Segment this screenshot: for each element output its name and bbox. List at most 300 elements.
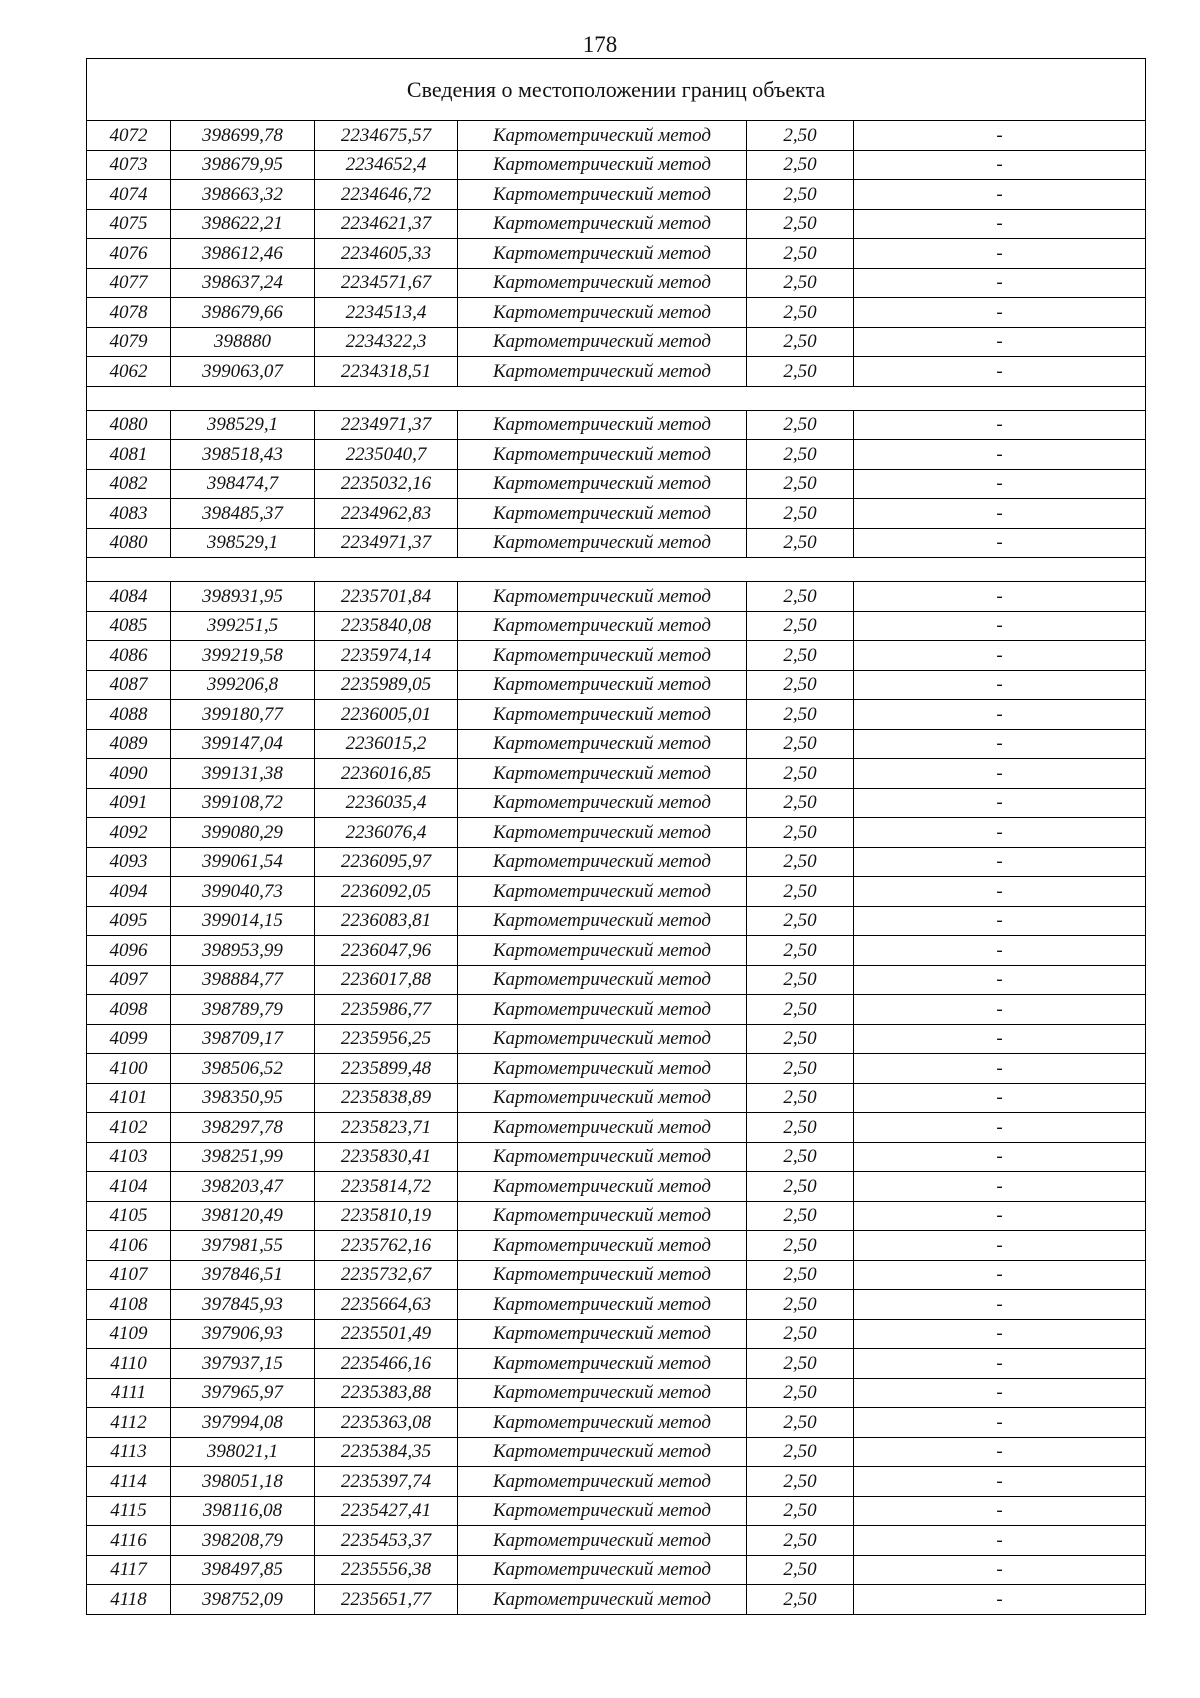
description-cell: - bbox=[854, 1526, 1146, 1556]
point-number-cell: 4093 bbox=[87, 847, 171, 877]
point-number-cell: 4084 bbox=[87, 582, 171, 612]
description-cell: - bbox=[854, 1585, 1146, 1615]
table-row bbox=[87, 1231, 1146, 1261]
y-coordinate-cell: 2236092,05 bbox=[315, 877, 458, 907]
accuracy-cell: 2,50 bbox=[747, 611, 854, 641]
y-coordinate-cell: 2235664,63 bbox=[315, 1290, 458, 1320]
accuracy-cell: 2,50 bbox=[747, 239, 854, 269]
method-cell: Картометрический метод bbox=[458, 209, 747, 239]
description-cell: - bbox=[854, 995, 1146, 1025]
method-cell: Картометрический метод bbox=[458, 877, 747, 907]
point-number-cell: 4098 bbox=[87, 995, 171, 1025]
x-coordinate-cell: 398953,99 bbox=[171, 936, 315, 966]
description-cell: - bbox=[854, 1231, 1146, 1261]
table-row bbox=[87, 965, 1146, 995]
point-number-cell: 4075 bbox=[87, 209, 171, 239]
y-coordinate-cell: 2235956,25 bbox=[315, 1024, 458, 1054]
method-cell: Картометрический метод bbox=[458, 965, 747, 995]
table-row bbox=[87, 180, 1146, 210]
table-row bbox=[87, 150, 1146, 180]
x-coordinate-cell: 398663,32 bbox=[171, 180, 315, 210]
description-cell: - bbox=[854, 670, 1146, 700]
x-coordinate-cell: 398051,18 bbox=[171, 1467, 315, 1497]
description-cell: - bbox=[854, 1349, 1146, 1379]
accuracy-cell: 2,50 bbox=[747, 1349, 854, 1379]
method-cell: Картометрический метод bbox=[458, 847, 747, 877]
description-cell: - bbox=[854, 1555, 1146, 1585]
table-row bbox=[87, 1172, 1146, 1202]
description-cell: - bbox=[854, 1378, 1146, 1408]
method-cell: Картометрический метод bbox=[458, 121, 747, 151]
y-coordinate-cell: 2236083,81 bbox=[315, 906, 458, 936]
y-coordinate-cell: 2234318,51 bbox=[315, 357, 458, 387]
description-cell: - bbox=[854, 759, 1146, 789]
table-row bbox=[87, 327, 1146, 357]
accuracy-cell: 2,50 bbox=[747, 150, 854, 180]
table-row bbox=[87, 1260, 1146, 1290]
description-cell: - bbox=[854, 729, 1146, 759]
table-row bbox=[87, 499, 1146, 529]
point-number-cell: 4080 bbox=[87, 410, 171, 440]
table-row bbox=[87, 729, 1146, 759]
accuracy-cell: 2,50 bbox=[747, 759, 854, 789]
method-cell: Картометрический метод bbox=[458, 582, 747, 612]
method-cell: Картометрический метод bbox=[458, 327, 747, 357]
x-coordinate-cell: 399014,15 bbox=[171, 906, 315, 936]
x-coordinate-cell: 398529,1 bbox=[171, 528, 315, 558]
point-number-cell: 4076 bbox=[87, 239, 171, 269]
table-row bbox=[87, 582, 1146, 612]
description-cell: - bbox=[854, 357, 1146, 387]
y-coordinate-cell: 2235989,05 bbox=[315, 670, 458, 700]
accuracy-cell: 2,50 bbox=[747, 1231, 854, 1261]
y-coordinate-cell: 2235466,16 bbox=[315, 1349, 458, 1379]
description-cell: - bbox=[854, 611, 1146, 641]
accuracy-cell: 2,50 bbox=[747, 209, 854, 239]
point-number-cell: 4109 bbox=[87, 1319, 171, 1349]
x-coordinate-cell: 398297,78 bbox=[171, 1113, 315, 1143]
point-number-cell: 4117 bbox=[87, 1555, 171, 1585]
y-coordinate-cell: 2236017,88 bbox=[315, 965, 458, 995]
description-cell: - bbox=[854, 150, 1146, 180]
table-row bbox=[87, 121, 1146, 151]
method-cell: Картометрический метод bbox=[458, 906, 747, 936]
accuracy-cell: 2,50 bbox=[747, 1142, 854, 1172]
x-coordinate-cell: 399040,73 bbox=[171, 877, 315, 907]
description-cell: - bbox=[854, 499, 1146, 529]
description-cell: - bbox=[854, 1437, 1146, 1467]
table-row bbox=[87, 410, 1146, 440]
y-coordinate-cell: 2234652,4 bbox=[315, 150, 458, 180]
table-row bbox=[87, 611, 1146, 641]
accuracy-cell: 2,50 bbox=[747, 877, 854, 907]
y-coordinate-cell: 2236015,2 bbox=[315, 729, 458, 759]
point-number-cell: 4097 bbox=[87, 965, 171, 995]
x-coordinate-cell: 398752,09 bbox=[171, 1585, 315, 1615]
page-number: 178 bbox=[582, 32, 618, 57]
y-coordinate-cell: 2234971,37 bbox=[315, 528, 458, 558]
point-number-cell: 4105 bbox=[87, 1201, 171, 1231]
y-coordinate-cell: 2236095,97 bbox=[315, 847, 458, 877]
y-coordinate-cell: 2235383,88 bbox=[315, 1378, 458, 1408]
y-coordinate-cell: 2236076,4 bbox=[315, 818, 458, 848]
description-cell: - bbox=[854, 180, 1146, 210]
y-coordinate-cell: 2235556,38 bbox=[315, 1555, 458, 1585]
table-row bbox=[87, 528, 1146, 558]
accuracy-cell: 2,50 bbox=[747, 936, 854, 966]
point-number-cell: 4092 bbox=[87, 818, 171, 848]
table-row bbox=[87, 1408, 1146, 1438]
point-number-cell: 4091 bbox=[87, 788, 171, 818]
table-row bbox=[87, 1319, 1146, 1349]
y-coordinate-cell: 2235840,08 bbox=[315, 611, 458, 641]
x-coordinate-cell: 398612,46 bbox=[171, 239, 315, 269]
description-cell: - bbox=[854, 788, 1146, 818]
point-number-cell: 4107 bbox=[87, 1260, 171, 1290]
method-cell: Картометрический метод bbox=[458, 499, 747, 529]
method-cell: Картометрический метод bbox=[458, 1585, 747, 1615]
x-coordinate-cell: 399251,5 bbox=[171, 611, 315, 641]
y-coordinate-cell: 2235032,16 bbox=[315, 469, 458, 499]
method-cell: Картометрический метод bbox=[458, 1024, 747, 1054]
table-row bbox=[87, 906, 1146, 936]
table-row bbox=[87, 268, 1146, 298]
description-cell: - bbox=[854, 1496, 1146, 1526]
y-coordinate-cell: 2235384,35 bbox=[315, 1437, 458, 1467]
method-cell: Картометрический метод bbox=[458, 1054, 747, 1084]
x-coordinate-cell: 399080,29 bbox=[171, 818, 315, 848]
description-cell: - bbox=[854, 877, 1146, 907]
table-row bbox=[87, 1201, 1146, 1231]
x-coordinate-cell: 398622,21 bbox=[171, 209, 315, 239]
method-cell: Картометрический метод bbox=[458, 440, 747, 470]
x-coordinate-cell: 398506,52 bbox=[171, 1054, 315, 1084]
method-cell: Картометрический метод bbox=[458, 1555, 747, 1585]
x-coordinate-cell: 398251,99 bbox=[171, 1142, 315, 1172]
method-cell: Картометрический метод bbox=[458, 1378, 747, 1408]
y-coordinate-cell: 2236005,01 bbox=[315, 700, 458, 730]
point-number-cell: 4104 bbox=[87, 1172, 171, 1202]
x-coordinate-cell: 398350,95 bbox=[171, 1083, 315, 1113]
table-body bbox=[87, 59, 1146, 1615]
method-cell: Картометрический метод bbox=[458, 528, 747, 558]
accuracy-cell: 2,50 bbox=[747, 1585, 854, 1615]
point-number-cell: 4115 bbox=[87, 1496, 171, 1526]
y-coordinate-cell: 2235838,89 bbox=[315, 1083, 458, 1113]
point-number-cell: 4114 bbox=[87, 1467, 171, 1497]
x-coordinate-cell: 399108,72 bbox=[171, 788, 315, 818]
y-coordinate-cell: 2235762,16 bbox=[315, 1231, 458, 1261]
method-cell: Картометрический метод bbox=[458, 936, 747, 966]
x-coordinate-cell: 399131,38 bbox=[171, 759, 315, 789]
y-coordinate-cell: 2234605,33 bbox=[315, 239, 458, 269]
accuracy-cell: 2,50 bbox=[747, 965, 854, 995]
y-coordinate-cell: 2234621,37 bbox=[315, 209, 458, 239]
x-coordinate-cell: 399147,04 bbox=[171, 729, 315, 759]
y-coordinate-cell: 2235040,7 bbox=[315, 440, 458, 470]
description-cell: - bbox=[854, 1319, 1146, 1349]
description-cell: - bbox=[854, 209, 1146, 239]
table-row bbox=[87, 936, 1146, 966]
y-coordinate-cell: 2236047,96 bbox=[315, 936, 458, 966]
x-coordinate-cell: 397846,51 bbox=[171, 1260, 315, 1290]
method-cell: Картометрический метод bbox=[458, 469, 747, 499]
y-coordinate-cell: 2234675,57 bbox=[315, 121, 458, 151]
accuracy-cell: 2,50 bbox=[747, 1378, 854, 1408]
accuracy-cell: 2,50 bbox=[747, 670, 854, 700]
accuracy-cell: 2,50 bbox=[747, 582, 854, 612]
table-row bbox=[87, 239, 1146, 269]
description-cell: - bbox=[854, 1408, 1146, 1438]
y-coordinate-cell: 2235810,19 bbox=[315, 1201, 458, 1231]
x-coordinate-cell: 399219,58 bbox=[171, 641, 315, 671]
method-cell: Картометрический метод bbox=[458, 1260, 747, 1290]
method-cell: Картометрический метод bbox=[458, 1083, 747, 1113]
description-cell: - bbox=[854, 1172, 1146, 1202]
method-cell: Картометрический метод bbox=[458, 611, 747, 641]
method-cell: Картометрический метод bbox=[458, 700, 747, 730]
table-row bbox=[87, 469, 1146, 499]
method-cell: Картометрический метод bbox=[458, 1467, 747, 1497]
y-coordinate-cell: 2235453,37 bbox=[315, 1526, 458, 1556]
table-row bbox=[87, 1526, 1146, 1556]
table-row bbox=[87, 209, 1146, 239]
y-coordinate-cell: 2235363,08 bbox=[315, 1408, 458, 1438]
method-cell: Картометрический метод bbox=[458, 1231, 747, 1261]
y-coordinate-cell: 2234962,83 bbox=[315, 499, 458, 529]
description-cell: - bbox=[854, 268, 1146, 298]
point-number-cell: 4094 bbox=[87, 877, 171, 907]
method-cell: Картометрический метод bbox=[458, 268, 747, 298]
accuracy-cell: 2,50 bbox=[747, 1024, 854, 1054]
method-cell: Картометрический метод bbox=[458, 1172, 747, 1202]
x-coordinate-cell: 399061,54 bbox=[171, 847, 315, 877]
table-row bbox=[87, 1378, 1146, 1408]
x-coordinate-cell: 397981,55 bbox=[171, 1231, 315, 1261]
y-coordinate-cell: 2235986,77 bbox=[315, 995, 458, 1025]
description-cell: - bbox=[854, 1260, 1146, 1290]
method-cell: Картометрический метод bbox=[458, 150, 747, 180]
accuracy-cell: 2,50 bbox=[747, 180, 854, 210]
x-coordinate-cell: 398497,85 bbox=[171, 1555, 315, 1585]
point-number-cell: 4085 bbox=[87, 611, 171, 641]
point-number-cell: 4113 bbox=[87, 1437, 171, 1467]
point-number-cell: 4081 bbox=[87, 440, 171, 470]
method-cell: Картометрический метод bbox=[458, 670, 747, 700]
point-number-cell: 4072 bbox=[87, 121, 171, 151]
table-row bbox=[87, 1349, 1146, 1379]
accuracy-cell: 2,50 bbox=[747, 847, 854, 877]
point-number-cell: 4112 bbox=[87, 1408, 171, 1438]
y-coordinate-cell: 2235732,67 bbox=[315, 1260, 458, 1290]
description-cell: - bbox=[854, 1083, 1146, 1113]
description-cell: - bbox=[854, 847, 1146, 877]
table-row bbox=[87, 298, 1146, 328]
method-cell: Картометрический метод bbox=[458, 1319, 747, 1349]
description-cell: - bbox=[854, 1290, 1146, 1320]
accuracy-cell: 2,50 bbox=[747, 1526, 854, 1556]
description-cell: - bbox=[854, 1113, 1146, 1143]
method-cell: Картометрический метод bbox=[458, 1496, 747, 1526]
y-coordinate-cell: 2236016,85 bbox=[315, 759, 458, 789]
description-cell: - bbox=[854, 818, 1146, 848]
table-row bbox=[87, 1142, 1146, 1172]
section-separator-cell bbox=[87, 558, 1146, 582]
table-row bbox=[87, 847, 1146, 877]
description-cell: - bbox=[854, 582, 1146, 612]
accuracy-cell: 2,50 bbox=[747, 1555, 854, 1585]
accuracy-cell: 2,50 bbox=[747, 499, 854, 529]
accuracy-cell: 2,50 bbox=[747, 1437, 854, 1467]
accuracy-cell: 2,50 bbox=[747, 1290, 854, 1320]
description-cell: - bbox=[854, 327, 1146, 357]
method-cell: Картометрический метод bbox=[458, 180, 747, 210]
table-row bbox=[87, 1437, 1146, 1467]
y-coordinate-cell: 2235397,74 bbox=[315, 1467, 458, 1497]
x-coordinate-cell: 398021,1 bbox=[171, 1437, 315, 1467]
description-cell: - bbox=[854, 239, 1146, 269]
y-coordinate-cell: 2234513,4 bbox=[315, 298, 458, 328]
point-number-cell: 4116 bbox=[87, 1526, 171, 1556]
y-coordinate-cell: 2235823,71 bbox=[315, 1113, 458, 1143]
description-cell: - bbox=[854, 1024, 1146, 1054]
point-number-cell: 4077 bbox=[87, 268, 171, 298]
y-coordinate-cell: 2234571,67 bbox=[315, 268, 458, 298]
table-row bbox=[87, 1113, 1146, 1143]
accuracy-cell: 2,50 bbox=[747, 729, 854, 759]
y-coordinate-cell: 2234971,37 bbox=[315, 410, 458, 440]
accuracy-cell: 2,50 bbox=[747, 410, 854, 440]
method-cell: Картометрический метод bbox=[458, 410, 747, 440]
point-number-cell: 4083 bbox=[87, 499, 171, 529]
accuracy-cell: 2,50 bbox=[747, 298, 854, 328]
accuracy-cell: 2,50 bbox=[747, 1083, 854, 1113]
x-coordinate-cell: 397845,93 bbox=[171, 1290, 315, 1320]
x-coordinate-cell: 397965,97 bbox=[171, 1378, 315, 1408]
method-cell: Картометрический метод bbox=[458, 1408, 747, 1438]
x-coordinate-cell: 398637,24 bbox=[171, 268, 315, 298]
point-number-cell: 4082 bbox=[87, 469, 171, 499]
section-separator-row bbox=[87, 386, 1146, 410]
method-cell: Картометрический метод bbox=[458, 1290, 747, 1320]
x-coordinate-cell: 398518,43 bbox=[171, 440, 315, 470]
x-coordinate-cell: 397937,15 bbox=[171, 1349, 315, 1379]
point-number-cell: 4090 bbox=[87, 759, 171, 789]
y-coordinate-cell: 2235974,14 bbox=[315, 641, 458, 671]
method-cell: Картометрический метод bbox=[458, 357, 747, 387]
x-coordinate-cell: 398699,78 bbox=[171, 121, 315, 151]
table-row bbox=[87, 995, 1146, 1025]
method-cell: Картометрический метод bbox=[458, 1113, 747, 1143]
point-number-cell: 4101 bbox=[87, 1083, 171, 1113]
point-number-cell: 4078 bbox=[87, 298, 171, 328]
y-coordinate-cell: 2234322,3 bbox=[315, 327, 458, 357]
table-row bbox=[87, 700, 1146, 730]
description-cell: - bbox=[854, 298, 1146, 328]
table-row bbox=[87, 1290, 1146, 1320]
accuracy-cell: 2,50 bbox=[747, 818, 854, 848]
x-coordinate-cell: 399063,07 bbox=[171, 357, 315, 387]
table-row bbox=[87, 1496, 1146, 1526]
point-number-cell: 4099 bbox=[87, 1024, 171, 1054]
table-row bbox=[87, 1024, 1146, 1054]
section-separator-row bbox=[87, 558, 1146, 582]
table-row bbox=[87, 641, 1146, 671]
accuracy-cell: 2,50 bbox=[747, 469, 854, 499]
description-cell: - bbox=[854, 440, 1146, 470]
section-separator-cell bbox=[87, 386, 1146, 410]
table-row bbox=[87, 788, 1146, 818]
accuracy-cell: 2,50 bbox=[747, 440, 854, 470]
x-coordinate-cell: 398203,47 bbox=[171, 1172, 315, 1202]
accuracy-cell: 2,50 bbox=[747, 1496, 854, 1526]
description-cell: - bbox=[854, 121, 1146, 151]
x-coordinate-cell: 398880 bbox=[171, 327, 315, 357]
point-number-cell: 4111 bbox=[87, 1378, 171, 1408]
table-row bbox=[87, 670, 1146, 700]
point-number-cell: 4110 bbox=[87, 1349, 171, 1379]
method-cell: Картометрический метод bbox=[458, 788, 747, 818]
table-row bbox=[87, 1467, 1146, 1497]
table-row bbox=[87, 357, 1146, 387]
table-row bbox=[87, 1083, 1146, 1113]
x-coordinate-cell: 398120,49 bbox=[171, 1201, 315, 1231]
point-number-cell: 4089 bbox=[87, 729, 171, 759]
x-coordinate-cell: 397906,93 bbox=[171, 1319, 315, 1349]
description-cell: - bbox=[854, 528, 1146, 558]
table-row bbox=[87, 1054, 1146, 1084]
point-number-cell: 4106 bbox=[87, 1231, 171, 1261]
accuracy-cell: 2,50 bbox=[747, 1172, 854, 1202]
accuracy-cell: 2,50 bbox=[747, 528, 854, 558]
method-cell: Картометрический метод bbox=[458, 298, 747, 328]
description-cell: - bbox=[854, 410, 1146, 440]
y-coordinate-cell: 2235830,41 bbox=[315, 1142, 458, 1172]
description-cell: - bbox=[854, 1467, 1146, 1497]
point-number-cell: 4080 bbox=[87, 528, 171, 558]
x-coordinate-cell: 398208,79 bbox=[171, 1526, 315, 1556]
accuracy-cell: 2,50 bbox=[747, 700, 854, 730]
accuracy-cell: 2,50 bbox=[747, 1319, 854, 1349]
point-number-cell: 4086 bbox=[87, 641, 171, 671]
method-cell: Картометрический метод bbox=[458, 641, 747, 671]
point-number-cell: 4088 bbox=[87, 700, 171, 730]
y-coordinate-cell: 2235814,72 bbox=[315, 1172, 458, 1202]
accuracy-cell: 2,50 bbox=[747, 641, 854, 671]
accuracy-cell: 2,50 bbox=[747, 1201, 854, 1231]
x-coordinate-cell: 398709,17 bbox=[171, 1024, 315, 1054]
point-number-cell: 4096 bbox=[87, 936, 171, 966]
y-coordinate-cell: 2236035,4 bbox=[315, 788, 458, 818]
x-coordinate-cell: 397994,08 bbox=[171, 1408, 315, 1438]
x-coordinate-cell: 399180,77 bbox=[171, 700, 315, 730]
x-coordinate-cell: 398679,66 bbox=[171, 298, 315, 328]
description-cell: - bbox=[854, 1142, 1146, 1172]
accuracy-cell: 2,50 bbox=[747, 1260, 854, 1290]
description-cell: - bbox=[854, 906, 1146, 936]
accuracy-cell: 2,50 bbox=[747, 995, 854, 1025]
method-cell: Картометрический метод bbox=[458, 995, 747, 1025]
y-coordinate-cell: 2235501,49 bbox=[315, 1319, 458, 1349]
method-cell: Картометрический метод bbox=[458, 759, 747, 789]
method-cell: Картометрический метод bbox=[458, 818, 747, 848]
x-coordinate-cell: 398884,77 bbox=[171, 965, 315, 995]
x-coordinate-cell: 398116,08 bbox=[171, 1496, 315, 1526]
x-coordinate-cell: 398679,95 bbox=[171, 150, 315, 180]
method-cell: Картометрический метод bbox=[458, 1437, 747, 1467]
x-coordinate-cell: 398931,95 bbox=[171, 582, 315, 612]
method-cell: Картометрический метод bbox=[458, 1349, 747, 1379]
